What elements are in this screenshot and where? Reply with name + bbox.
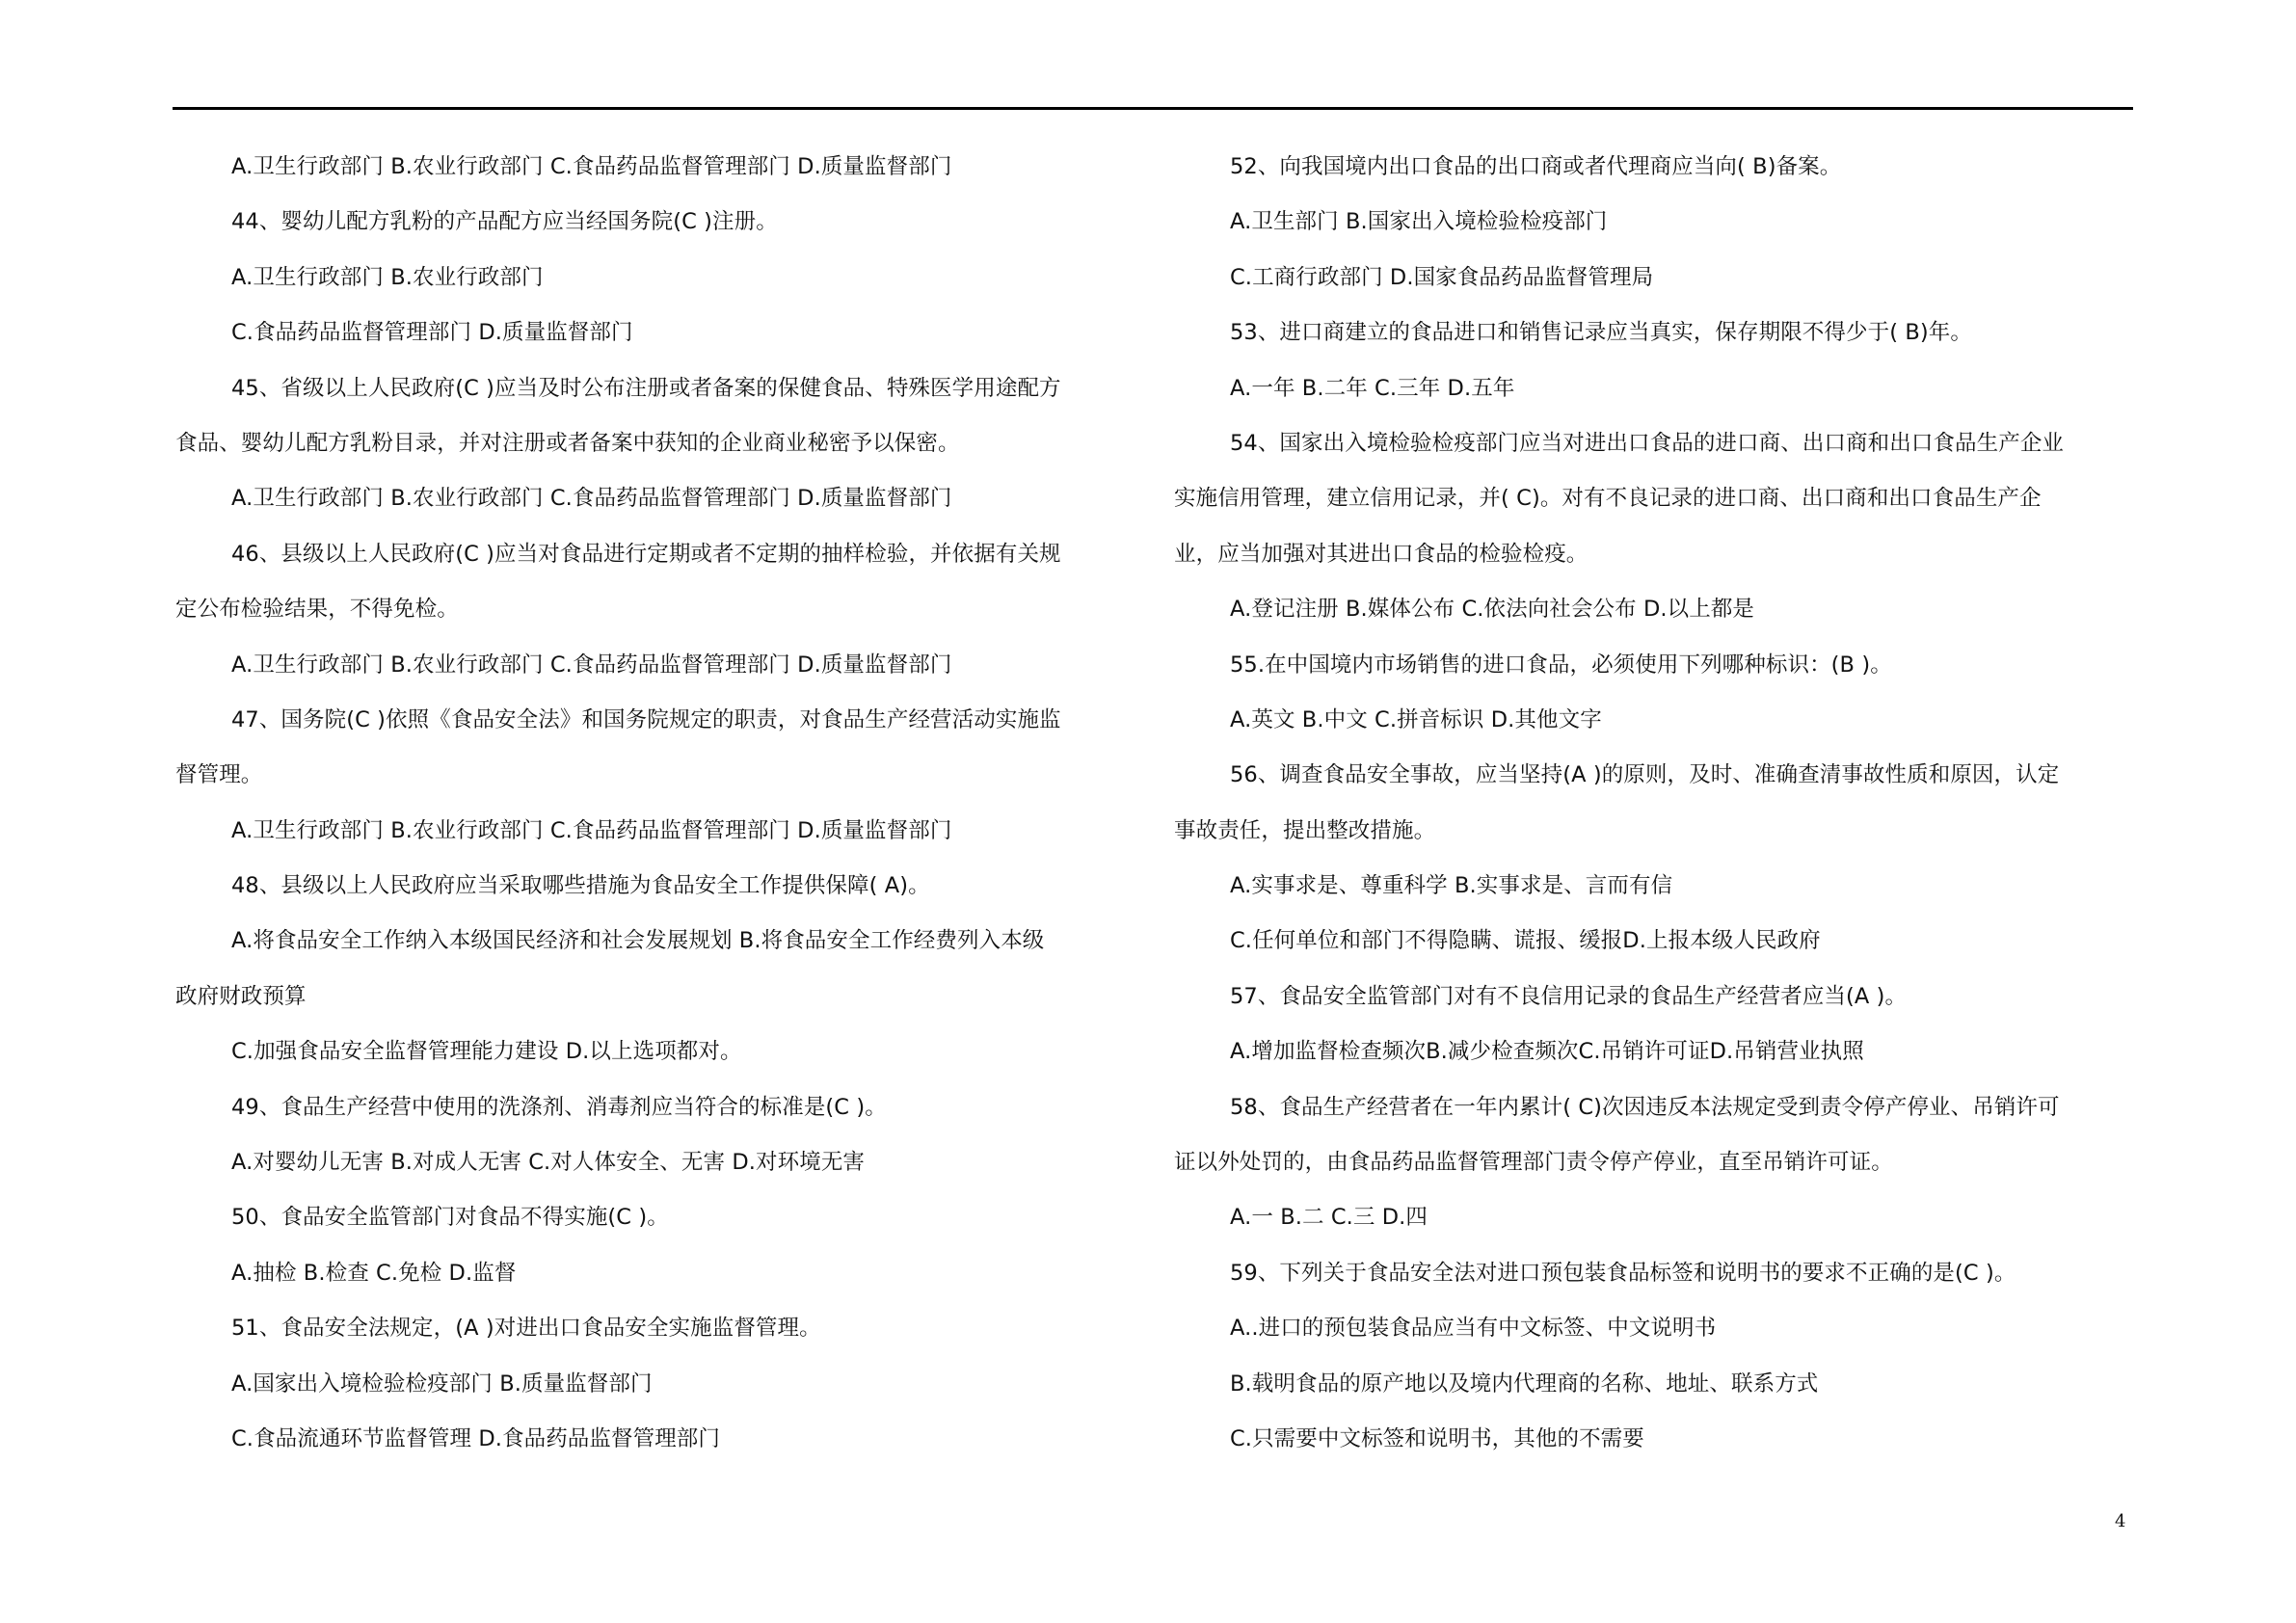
text-line: 49、食品生产经营中使用的洗涤剂、消毒剂应当符合的标准是(C )。 [231, 1094, 887, 1120]
text-line: 督管理。 [175, 762, 263, 788]
header-rule [173, 107, 2133, 110]
text-line: A..进口的预包装食品应当有中文标签、中文说明书 [1230, 1316, 1717, 1342]
text-line: 44、婴幼儿配方乳粉的产品配方应当经国务院(C )注册。 [231, 209, 778, 235]
text-line: 事故责任，提出整改措施。 [1174, 817, 1436, 843]
text-line: A.抽检 B.检查 C.免检 D.监督 [231, 1260, 517, 1286]
text-line: A.一年 B.二年 C.三年 D.五年 [1230, 375, 1515, 401]
text-line: 50、食品安全监管部门对食品不得实施(C )。 [231, 1205, 669, 1231]
text-line: C.工商行政部门 D.国家食品药品监督管理局 [1230, 264, 1654, 290]
text-line: 46、县级以上人民政府(C )应当对食品进行定期或者不定期的抽样检验，并依据有关规 [231, 541, 1061, 567]
text-line: 定公布检验结果，不得免检。 [175, 597, 459, 623]
text-line: 55.在中国境内市场销售的进口食品，必须使用下列哪种标识：(B )。 [1230, 652, 1892, 678]
text-line: 业，应当加强对其进出口食品的检验检疫。 [1174, 541, 1589, 567]
text-line: A.登记注册 B.媒体公布 C.依法向社会公布 D.以上都是 [1230, 597, 1755, 623]
text-line: A.一 B.二 C.三 D.四 [1230, 1205, 1428, 1231]
text-line: B.载明食品的原产地以及境内代理商的名称、地址、联系方式 [1230, 1370, 1819, 1397]
text-line: C.食品药品监督管理部门 D.质量监督部门 [231, 320, 633, 346]
text-line: C.食品流通环节监督管理 D.食品药品监督管理部门 [231, 1425, 720, 1451]
text-line: 48、县级以上人民政府应当采取哪些措施为食品安全工作提供保障( A)。 [231, 873, 930, 899]
text-line: 45、省级以上人民政府(C )应当及时公布注册或者备案的保健食品、特殊医学用途配方 [231, 375, 1061, 401]
right-column [1174, 140, 2138, 1467]
text-line: 59、下列关于食品安全法对进口预包装食品标签和说明书的要求不正确的是(C )。 [1230, 1260, 2016, 1286]
text-line: A.卫生行政部门 B.农业行政部门 C.食品药品监督管理部门 D.质量监督部门 [231, 154, 952, 179]
text-line: 54、国家出入境检验检疫部门应当对进出口食品的进口商、出口商和出口食品生产企业 [1230, 430, 2065, 456]
page-number: 4 [2115, 1511, 2126, 1531]
left-column [175, 140, 1139, 1467]
text-line: 证以外处罚的，由食品药品监督管理部门责令停产停业，直至吊销许可证。 [1174, 1150, 1893, 1176]
text-line: 实施信用管理，建立信用记录，并( C)。对有不良记录的进口商、出口商和出口食品生产企 [1174, 486, 2042, 512]
text-line: 53、进口商建立的食品进口和销售记录应当真实，保存期限不得少于( B)年。 [1230, 320, 1972, 346]
text-line: A.增加监督检查频次B.减少检查频次C.吊销许可证D.吊销营业执照 [1230, 1039, 1864, 1065]
text-line: 47、国务院(C )依照《食品安全法》和国务院规定的职责，对食品生产经营活动实施监 [231, 706, 1061, 732]
text-line: 56、调查食品安全事故，应当坚持(A )的原则，及时、准确查清事故性质和原因，认定 [1230, 762, 2060, 788]
text-line: C.加强食品安全监督管理能力建设 D.以上选项都对。 [231, 1039, 742, 1065]
text-line: 58、食品生产经营者在一年内累计( C)次因违反本法规定受到责令停产停业、吊销许可 [1230, 1094, 2060, 1120]
text-line: A.卫生行政部门 B.农业行政部门 C.食品药品监督管理部门 D.质量监督部门 [231, 652, 952, 678]
text-line: 52、向我国境内出口食品的出口商或者代理商应当向( B)备案。 [1230, 154, 1842, 179]
text-line: C.任何单位和部门不得隐瞒、谎报、缓报D.上报本级人民政府 [1230, 928, 1821, 954]
text-line: 57、食品安全监管部门对有不良信用记录的食品生产经营者应当(A )。 [1230, 983, 1908, 1009]
text-line: A.对婴幼儿无害 B.对成人无害 C.对人体安全、无害 D.对环境无害 [231, 1150, 866, 1176]
text-line: A.卫生行政部门 B.农业行政部门 C.食品药品监督管理部门 D.质量监督部门 [231, 486, 952, 512]
text-line: A.英文 B.中文 C.拼音标识 D.其他文字 [1230, 706, 1602, 732]
text-line: 政府财政预算 [175, 983, 307, 1009]
text-line: 51、食品安全法规定，(A )对进出口食品安全实施监督管理。 [231, 1316, 821, 1342]
text-line: A.国家出入境检验检疫部门 B.质量监督部门 [231, 1370, 653, 1397]
text-line: A.将食品安全工作纳入本级国民经济和社会发展规划 B.将食品安全工作经费列入本级 [231, 928, 1045, 954]
text-line: C.只需要中文标签和说明书，其他的不需要 [1230, 1425, 1644, 1451]
text-line: A.卫生部门 B.国家出入境检验检疫部门 [1230, 209, 1608, 235]
text-line: A.卫生行政部门 B.农业行政部门 C.食品药品监督管理部门 D.质量监督部门 [231, 817, 952, 843]
text-line: 食品、婴幼儿配方乳粉目录，并对注册或者备案中获知的企业商业秘密予以保密。 [175, 430, 960, 456]
text-line: A.卫生行政部门 B.农业行政部门 [231, 264, 544, 290]
text-line: A.实事求是、尊重科学 B.实事求是、言而有信 [1230, 873, 1673, 899]
